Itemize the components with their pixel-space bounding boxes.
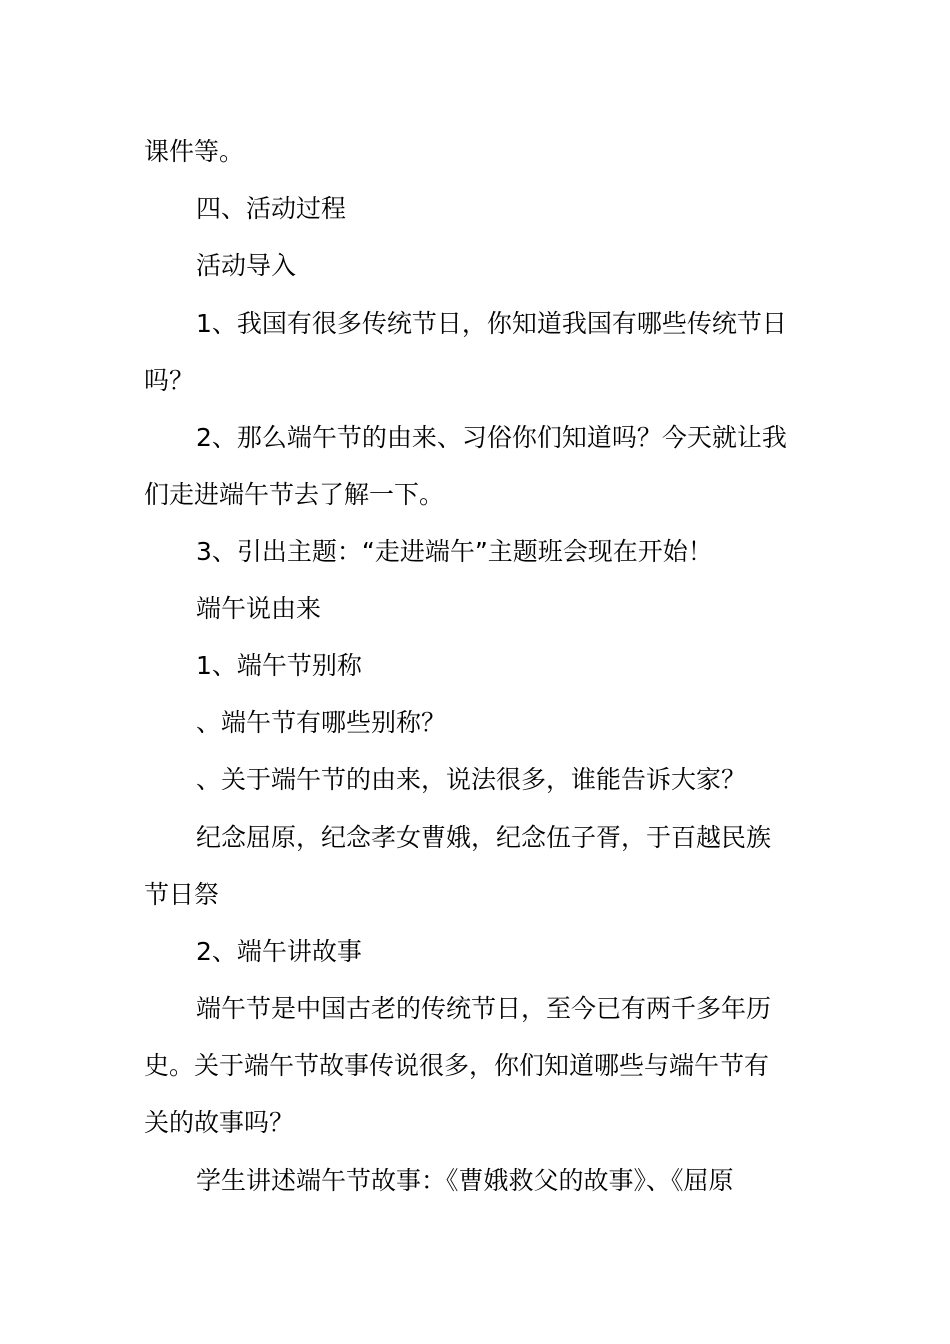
- text-line: 1、端午节别称: [196, 651, 362, 680]
- section-heading: 四、活动过程: [196, 194, 347, 223]
- text-line: 3、引出主题：“走进端午”主题班会现在开始！: [196, 537, 713, 566]
- subsection-heading: 端午说由来: [196, 594, 322, 623]
- text-line: 2、端午讲故事: [196, 937, 362, 966]
- text-line: 2、那么端午节的由来、习俗你们知道吗？今天就让我: [196, 423, 787, 452]
- text-line: 端午节是中国古老的传统节日，至今已有两千多年历: [196, 994, 772, 1023]
- text-line: 史。关于端午节故事传说很多，你们知道哪些与端午节有: [144, 1051, 770, 1080]
- text-line: 吗？: [144, 366, 195, 395]
- text-line: 学生讲述端午节故事：《曹娥救父的故事》、《屈原: [196, 1166, 734, 1195]
- text-line: 关的故事吗？: [144, 1108, 295, 1137]
- text-line: 节日祭: [144, 880, 220, 909]
- text-line: 纪念屈原，纪念孝女曹娥，纪念伍子胥，于百越民族: [196, 823, 772, 852]
- text-line: 、关于端午节的由来，说法很多，谁能告诉大家？: [196, 765, 747, 794]
- text-line: 课件等。: [144, 137, 245, 166]
- text-line: 1、我国有很多传统节日，你知道我国有哪些传统节日: [196, 309, 787, 338]
- text-line: 们走进端午节去了解一下。: [144, 480, 445, 509]
- subsection-heading: 活动导入: [196, 251, 297, 280]
- text-line: 、端午节有哪些别称？: [196, 708, 447, 737]
